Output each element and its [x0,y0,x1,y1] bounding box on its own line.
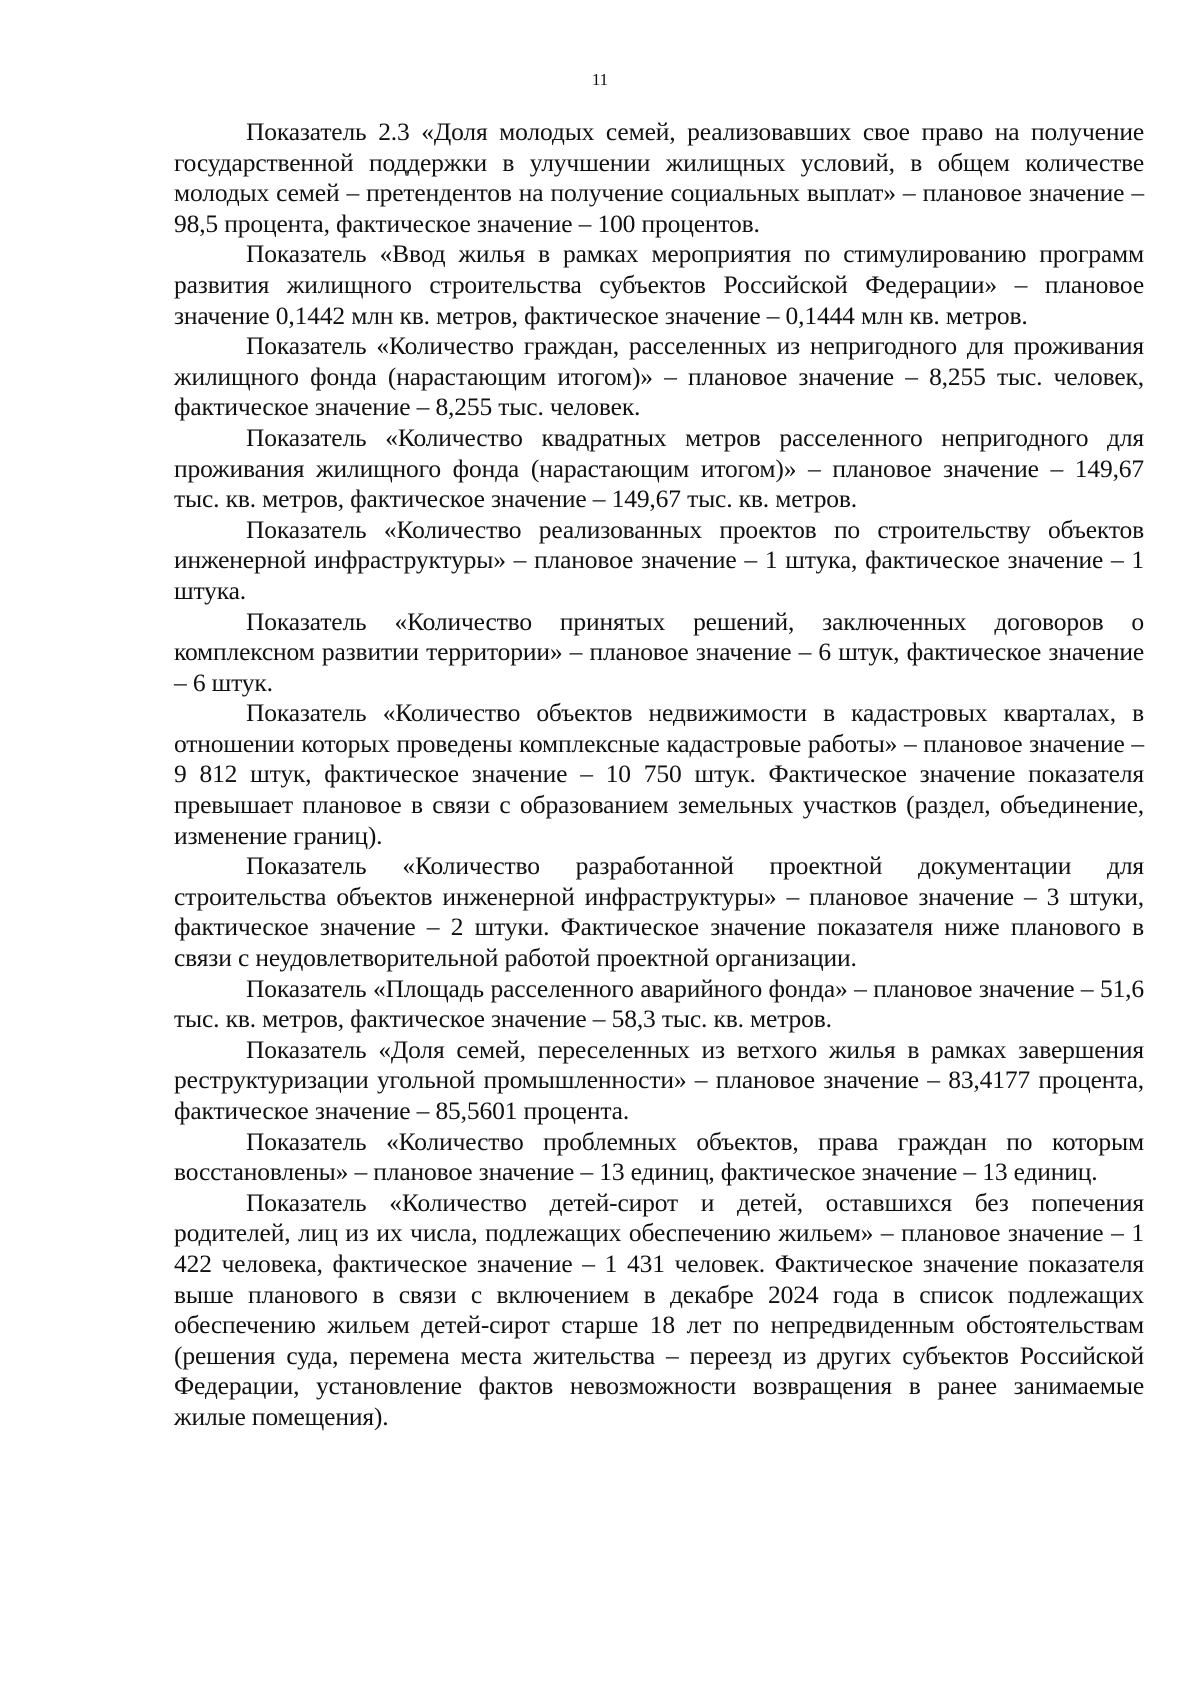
document-body [174,117,1144,1433]
paragraph-cadastral-works: Показатель «Количество объектов недвижимости в кадастровых кварталах, в отношении которых проведены комплексные кадастровые работы» – плановое значение – 9 812 штук, фактическое значение – 10 750 штук. Фактическое значение показателя превышает плановое в связи с образованием земельных участков (раздел, объединение, изменение границ). [174,698,1144,850]
paragraph-emergency-housing-area: Показатель «Площадь расселенного аварийного фонда» – плановое значение – 51,6 тыс. кв. метров, фактическое значение – 58,3 тыс. кв. метров. [174,973,1144,1034]
paragraph-problem-objects: Показатель «Количество проблемных объектов, права граждан по которым восстановлены» – плановое значение – 13 единиц, фактическое значение – 13 единиц. [174,1126,1144,1187]
paragraph-territory-development: Показатель «Количество принятых решений, заключенных договоров о комплексном развитии территории» – плановое значение – 6 штук, фактическое значение – 6 штук. [174,606,1144,697]
paragraph-resettled-citizens: Показатель «Количество граждан, расселенных из непригодного для проживания жилищного фонда (нарастающим итогом)» – плановое значение – 8,255 тыс. человек, фактическое значение – 8,255 тыс. человек. [174,331,1144,422]
paragraph-orphans-housing: Показатель «Количество детей-сирот и детей, оставшихся без попечения родителей, лиц из их числа, подлежащих обеспечению жильем» – плановое значение – 1 422 человека, фактическое значение – 1 431 человек. Фактическое значение показателя выше планового в связи с включением в декабре 2024 года в список подлежащих обеспечению жильем детей-сирот старше 18 лет по непредвиденным обстоятельствам (решения суда, перемена места жительства – переезд из других субъектов Российской Федерации, установление фактов невозможности возвращения в ранее занимаемые жилые помещения). [174,1187,1144,1431]
paragraph-resettled-square-meters: Показатель «Количество квадратных метров расселенного непригодного для проживания жилищного фонда (нарастающим итогом)» – плановое значение – 149,67 тыс. кв. метров, фактическое значение – 149,67 тыс. кв. метров. [174,422,1144,514]
paragraph-indicator-2-3: Показатель 2.3 «Доля молодых семей, реализовавших свое право на получение государственной поддержки в улучшении жилищных условий, в общем количестве молодых семей – претендентов на получение социальных выплат» – плановое значение – 98,5 процента, фактическое значение – 100 процентов. [174,117,1144,238]
paragraph-infrastructure-projects: Показатель «Количество реализованных проектов по строительству объектов инженерной инфраструктуры» – плановое значение – 1 штука, фактическое значение – 1 штука. [174,514,1144,605]
page-number: 11 [591,70,609,89]
paragraph-coal-industry-families: Показатель «Доля семей, переселенных из ветхого жилья в рамках завершения реструктуризации угольной промышленности» – плановое значение – 83,4177 процента, фактическое значение – 85,5601 процента. [174,1034,1144,1125]
paragraph-housing-commissioning: Показатель «Ввод жилья в рамках мероприятия по стимулированию программ развития жилищного строительства субъектов Российской Федерации» – плановое значение 0,1442 млн кв. метров, фактическое значение – 0,1444 млн кв. метров. [174,239,1144,330]
paragraph-design-documentation: Показатель «Количество разработанной проектной документации для строительства объектов инженерной инфраструктуры» – плановое значение – 3 штуки, фактическое значение – 2 штуки. Фактическое значение показателя ниже планового в связи с неудовлетворительной работой проектной организации. [174,851,1144,973]
